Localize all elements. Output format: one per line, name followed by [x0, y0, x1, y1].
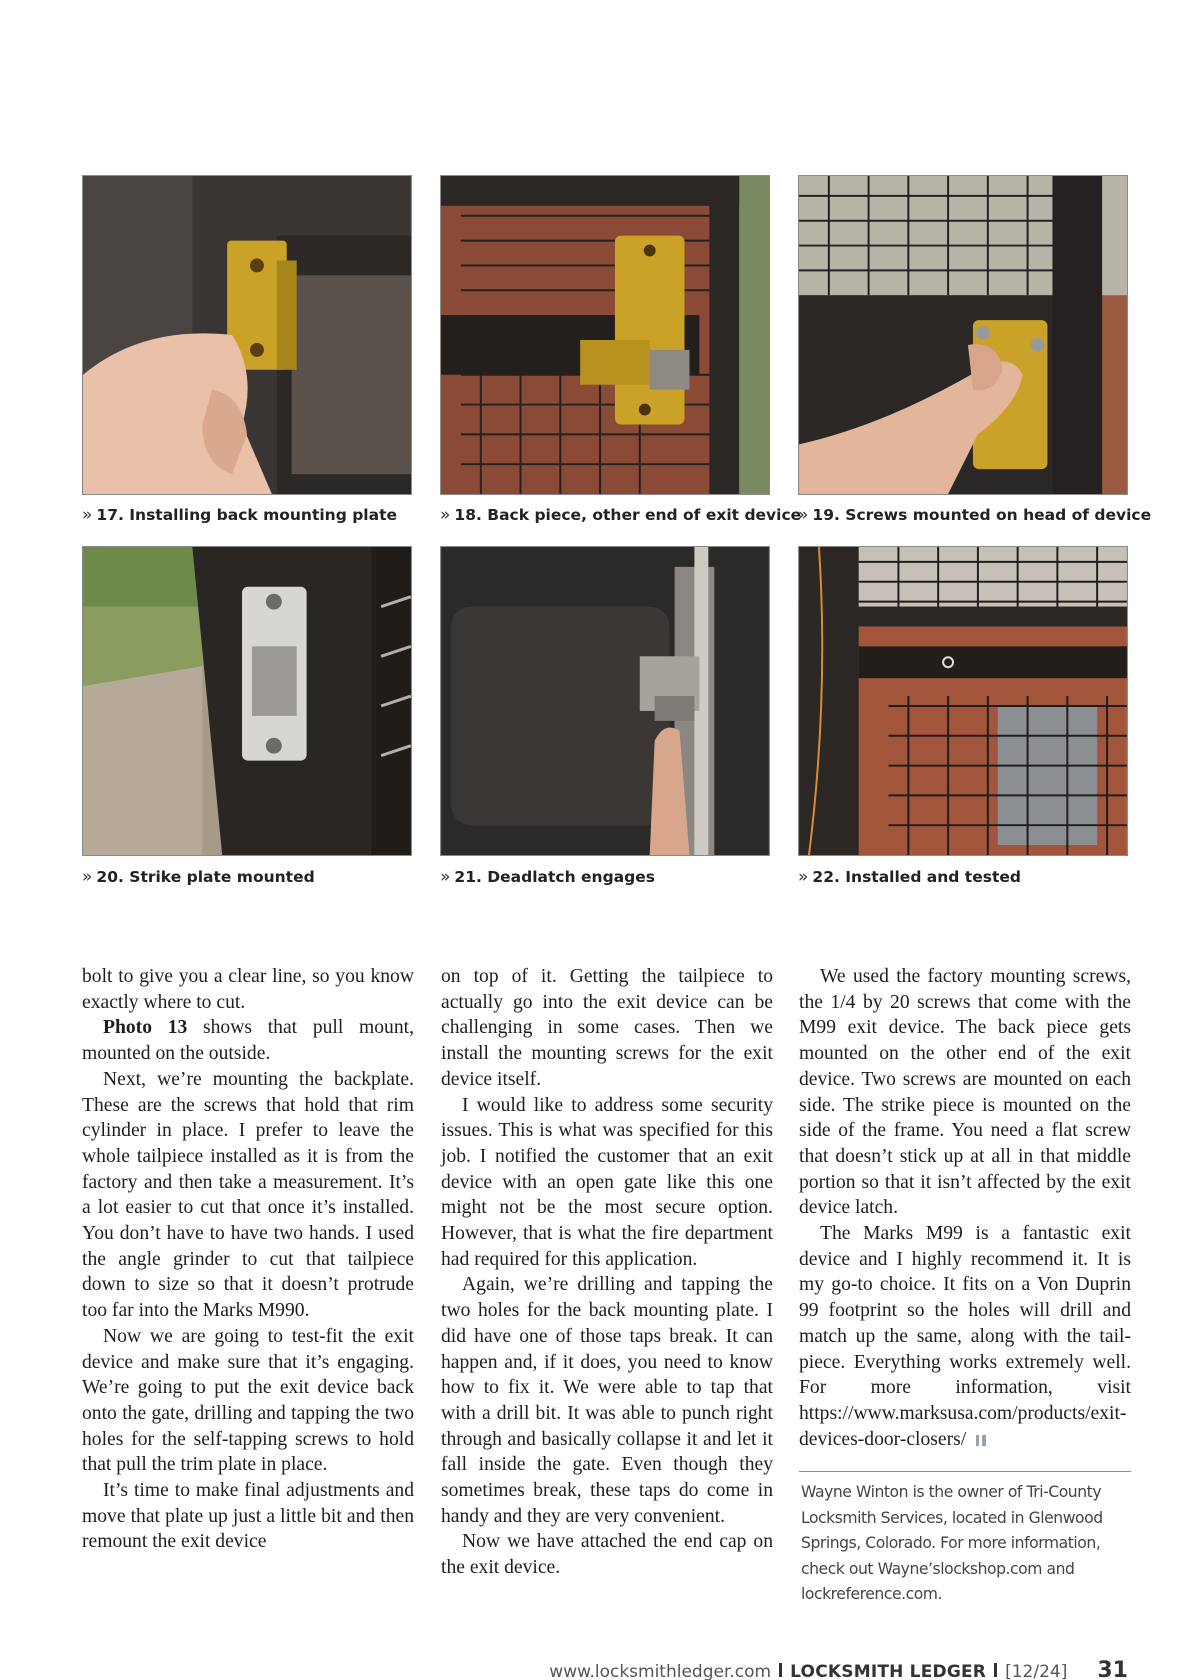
footer-magazine-name: LOCKSMITH LEDGER: [790, 1662, 987, 1680]
article-column-2: [441, 964, 773, 1581]
photo-19: [798, 175, 1128, 495]
paragraph: [799, 1221, 1131, 1452]
paragraph: Now we have attached the end cap on the exit device.: [441, 1531, 773, 1579]
paragraph: on top of it. Getting the tailpiece to actually go into the exit device can be challenging in some cases. Then we install the mounting screws for the exit device itself.: [441, 966, 773, 1090]
photo-19-image: [799, 176, 1127, 494]
photo-22: [798, 546, 1128, 856]
paragraph: Next, we’re mounting the backplate. These are the screws that hold that rim cylinder in place. I prefer to leave the whole tailpiece installed as it is from the factory and then take a measurement. It’s a lot easier to cut that once it’s installed. You don’t have to have two hands. I used the angle grinder to cut that tailpiece down to size so that it doesn’t protrude too far into the Marks M990.: [82, 1068, 414, 1322]
footer-separator: [779, 1663, 782, 1677]
bio-divider: [799, 1471, 1131, 1472]
article-column-3: [799, 964, 1131, 1452]
photo-17: [82, 175, 412, 495]
page-number: 31: [1097, 1658, 1128, 1680]
paragraph: bolt to give you a clear line, so you know exactly where to cut.: [82, 966, 414, 1013]
photo-20-caption: » 20. Strike plate mounted: [82, 867, 315, 887]
photo-21-image: [441, 547, 769, 855]
photo-20: [82, 546, 412, 856]
paragraph: I would like to address some security issues. This is what was specified for this job. I notified the customer that an exit device with an open gate like this one might not be the most secure option. However, that is what the fire department had required for this application.: [441, 1094, 773, 1270]
paragraph: It’s time to make final adjustments and move that plate up just a little bit and then remount the exit device: [82, 1480, 414, 1553]
footer-issue: [12/24]: [1005, 1662, 1068, 1680]
article-column-1: [82, 964, 414, 1555]
photo-18-image: [441, 176, 769, 494]
photo-22-caption: » 22. Installed and tested: [798, 867, 1021, 887]
photo-18: [440, 175, 770, 495]
paragraph: Now we are going to test-fit the exit device and make sure that it’s engaging. We’re going to put the exit device back onto the gate, drilling and tapping the two holes for the self-tapping screws to hold that pull the trim plate in place.: [82, 1325, 414, 1476]
closing-paragraph-text: The Marks M99 is a fantastic exit device and I highly recommend it. It is my go-to choice. It fits on a Von Duprin 99 footprint so the holes will drill and match up the same, along with the tailpiece. Everything works extremely well. For more information, visit https://www.marksusa.com/products/exit-devices-door-closers/: [799, 1223, 1131, 1450]
paragraph: We used the factory mounting screws, the 1/4 by 20 screws that come with the M99 exit device. The back piece gets mounted on the other end of the exit device. Two screws are mounted on each side. The strike piece is mounted on the side of the frame. You need a flat screw that doesn’t stick up at all in that middle portion so that it isn’t affected by the exit device latch.: [799, 966, 1131, 1219]
photo-reference: Photo 13: [103, 1017, 188, 1039]
author-bio: Wayne Winton is the owner of Tri-County Locksmith Services, located in Glenwood Springs, Colorado. For more information, check out Wayne’slockshop.com and lockreference.com.: [801, 1483, 1103, 1603]
photo-18-caption: » 18. Back piece, other end of exit device: [440, 505, 802, 525]
photo-21-caption: » 21. Deadlatch engages: [440, 867, 655, 887]
page-footer: [549, 1658, 1128, 1680]
photo-20-image: [83, 547, 411, 855]
photo-19-caption: » 19. Screws mounted on head of device: [798, 505, 1152, 525]
photo-22-image: [799, 547, 1127, 855]
paragraph: Photo 13 shows that pull mount, mounted on the outside.: [82, 1017, 414, 1065]
photo-17-caption: » 17. Installing back mounting plate: [82, 505, 397, 525]
footer-separator: [994, 1663, 997, 1677]
photo-21: [440, 546, 770, 856]
end-of-article-icon: [976, 1435, 986, 1446]
photo-17-image: [83, 176, 411, 494]
paragraph: Again, we’re drilling and tapping the two holes for the back mounting plate. I did have one of those taps break. It can happen and, if it does, you need to know how to fix it. We were able to tap that with a drill bit. It was able to punch right through and basically collapse it and let it fall inside the gate. Even though they sometimes break, these taps do come in handy and they are very convenient.: [441, 1274, 773, 1527]
footer-url: www.locksmithledger.com: [549, 1662, 772, 1680]
